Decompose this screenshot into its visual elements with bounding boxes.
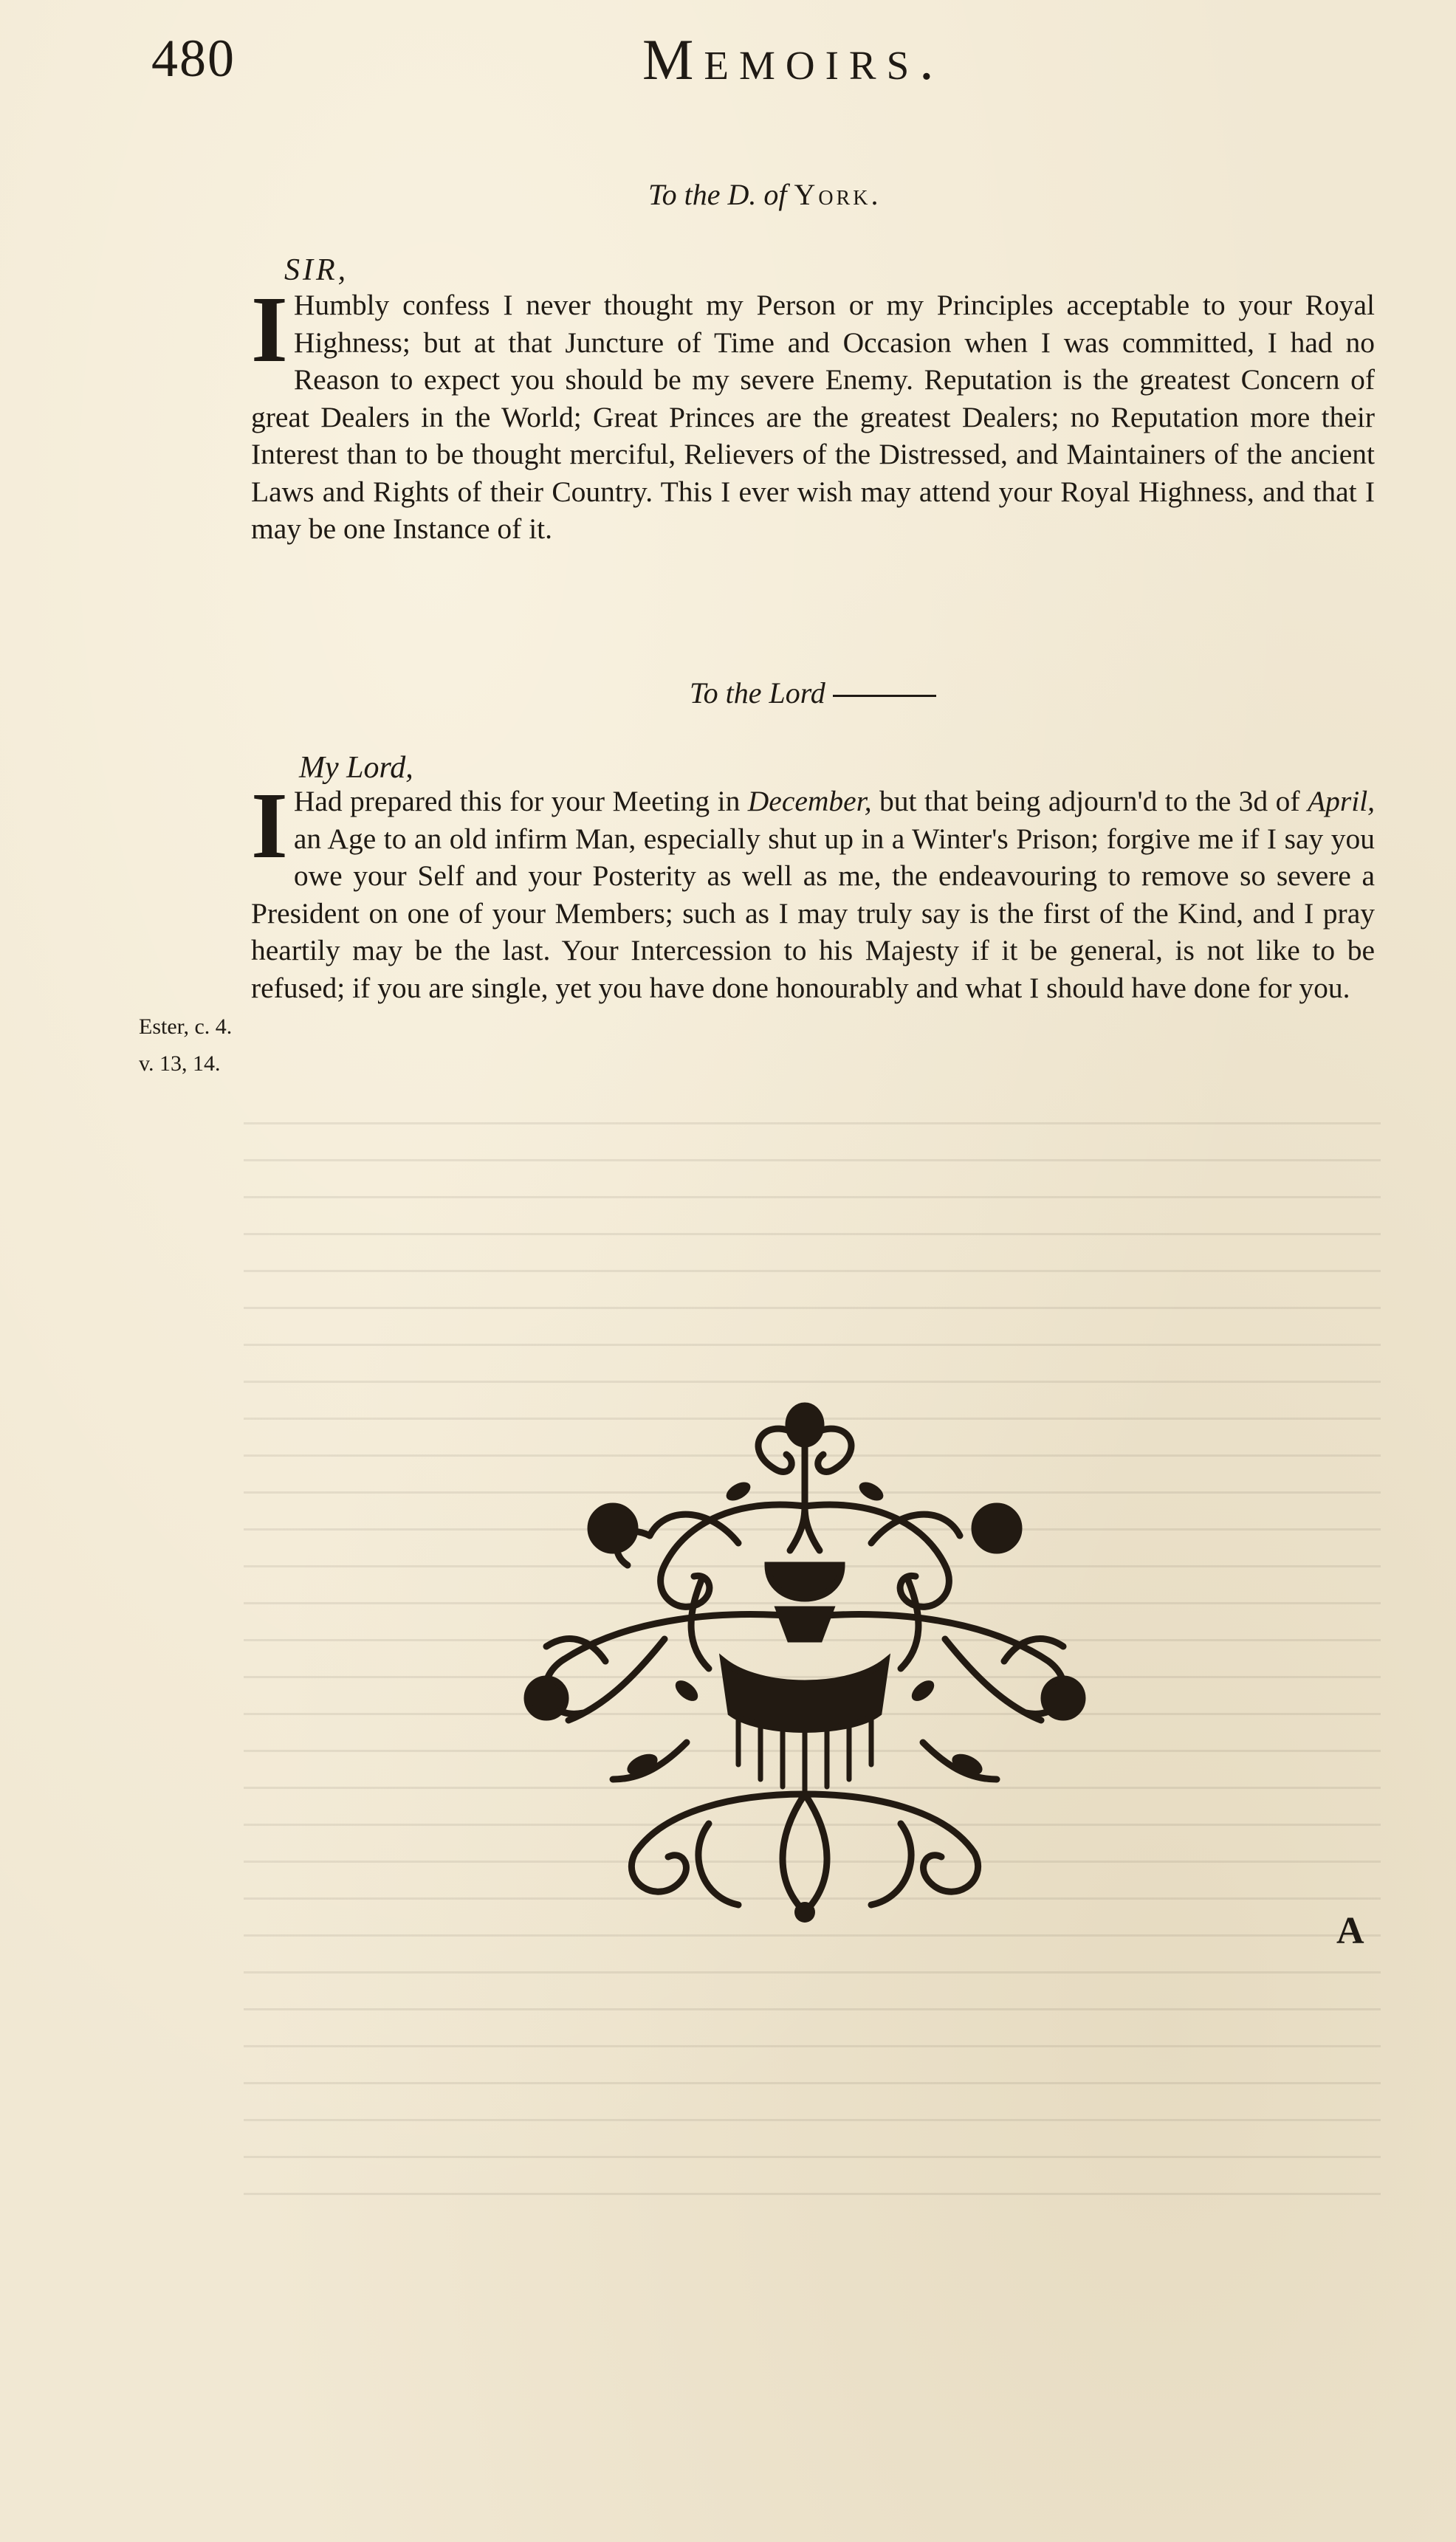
letter-1-text: Humbly confess I never thought my Person or my Principles acceptable to your Royal Highness; but at that Juncture of Time and Occasion when I was committed, I had no Reason to expect you should be my severe Enemy. Reputation is the greatest Concern of great Dealers in the World; Great Princes are the greatest Dealers; no Reputation more their Interest than to be thought merciful, Relievers of the Distressed, and Maintainers of the ancient Laws and Rights of their Country. This I ever wish may attend your Royal Highness, and that I may be one Instance of it.: [251, 289, 1375, 545]
page-number: 480: [151, 29, 236, 88]
letter-1-title: [648, 177, 881, 212]
letter-2-text-part-3: an Age to an old infirm Man, especially shut up in a Winter's Prison; forgive me if I say you owe your Self and your Posterity as well as me, the endeavouring to remove so severe a President on one of your Members; such as I may truly say is the first of the Kind, and I pray heartily may be the last. Your Intercession to his Majesty if it be general, is not like to be refused; if you are single, yet you have done honourably and what I should have done for you.: [251, 822, 1375, 1004]
letter-2-drop-cap: I: [251, 773, 288, 878]
letter-2-december: December,: [747, 785, 872, 817]
letter-2-title: [690, 676, 936, 710]
letter-2-april: April,: [1307, 785, 1376, 817]
title-dash-rule: [833, 695, 936, 697]
letter-1-title-name: York.: [794, 178, 882, 211]
letter-2-text-part-2: but that being adjourn'd to the 3d of: [879, 785, 1300, 817]
letter-2-title-text: To the Lord: [690, 676, 825, 710]
letter-2-body: [251, 773, 1376, 1006]
letter-2-salutation: My Lord,: [299, 751, 413, 785]
margin-note-line-1: Ester, c. 4.: [139, 1014, 233, 1039]
letter-1-title-italic: To the D. of: [648, 178, 787, 211]
floral-tailpiece-ornament-icon: [517, 1395, 1093, 1927]
letter-1-body: [251, 277, 1375, 548]
letter-2-text-part-1: Had prepared this for your Meeting in: [293, 785, 741, 817]
letter-1-salutation: SIR,: [284, 253, 349, 287]
running-head: Memoirs.: [642, 27, 944, 92]
letter-1-drop-cap: I: [251, 277, 288, 382]
catchword: A: [1336, 1910, 1364, 1952]
margin-note-line-2: v. 13, 14.: [139, 1051, 221, 1076]
